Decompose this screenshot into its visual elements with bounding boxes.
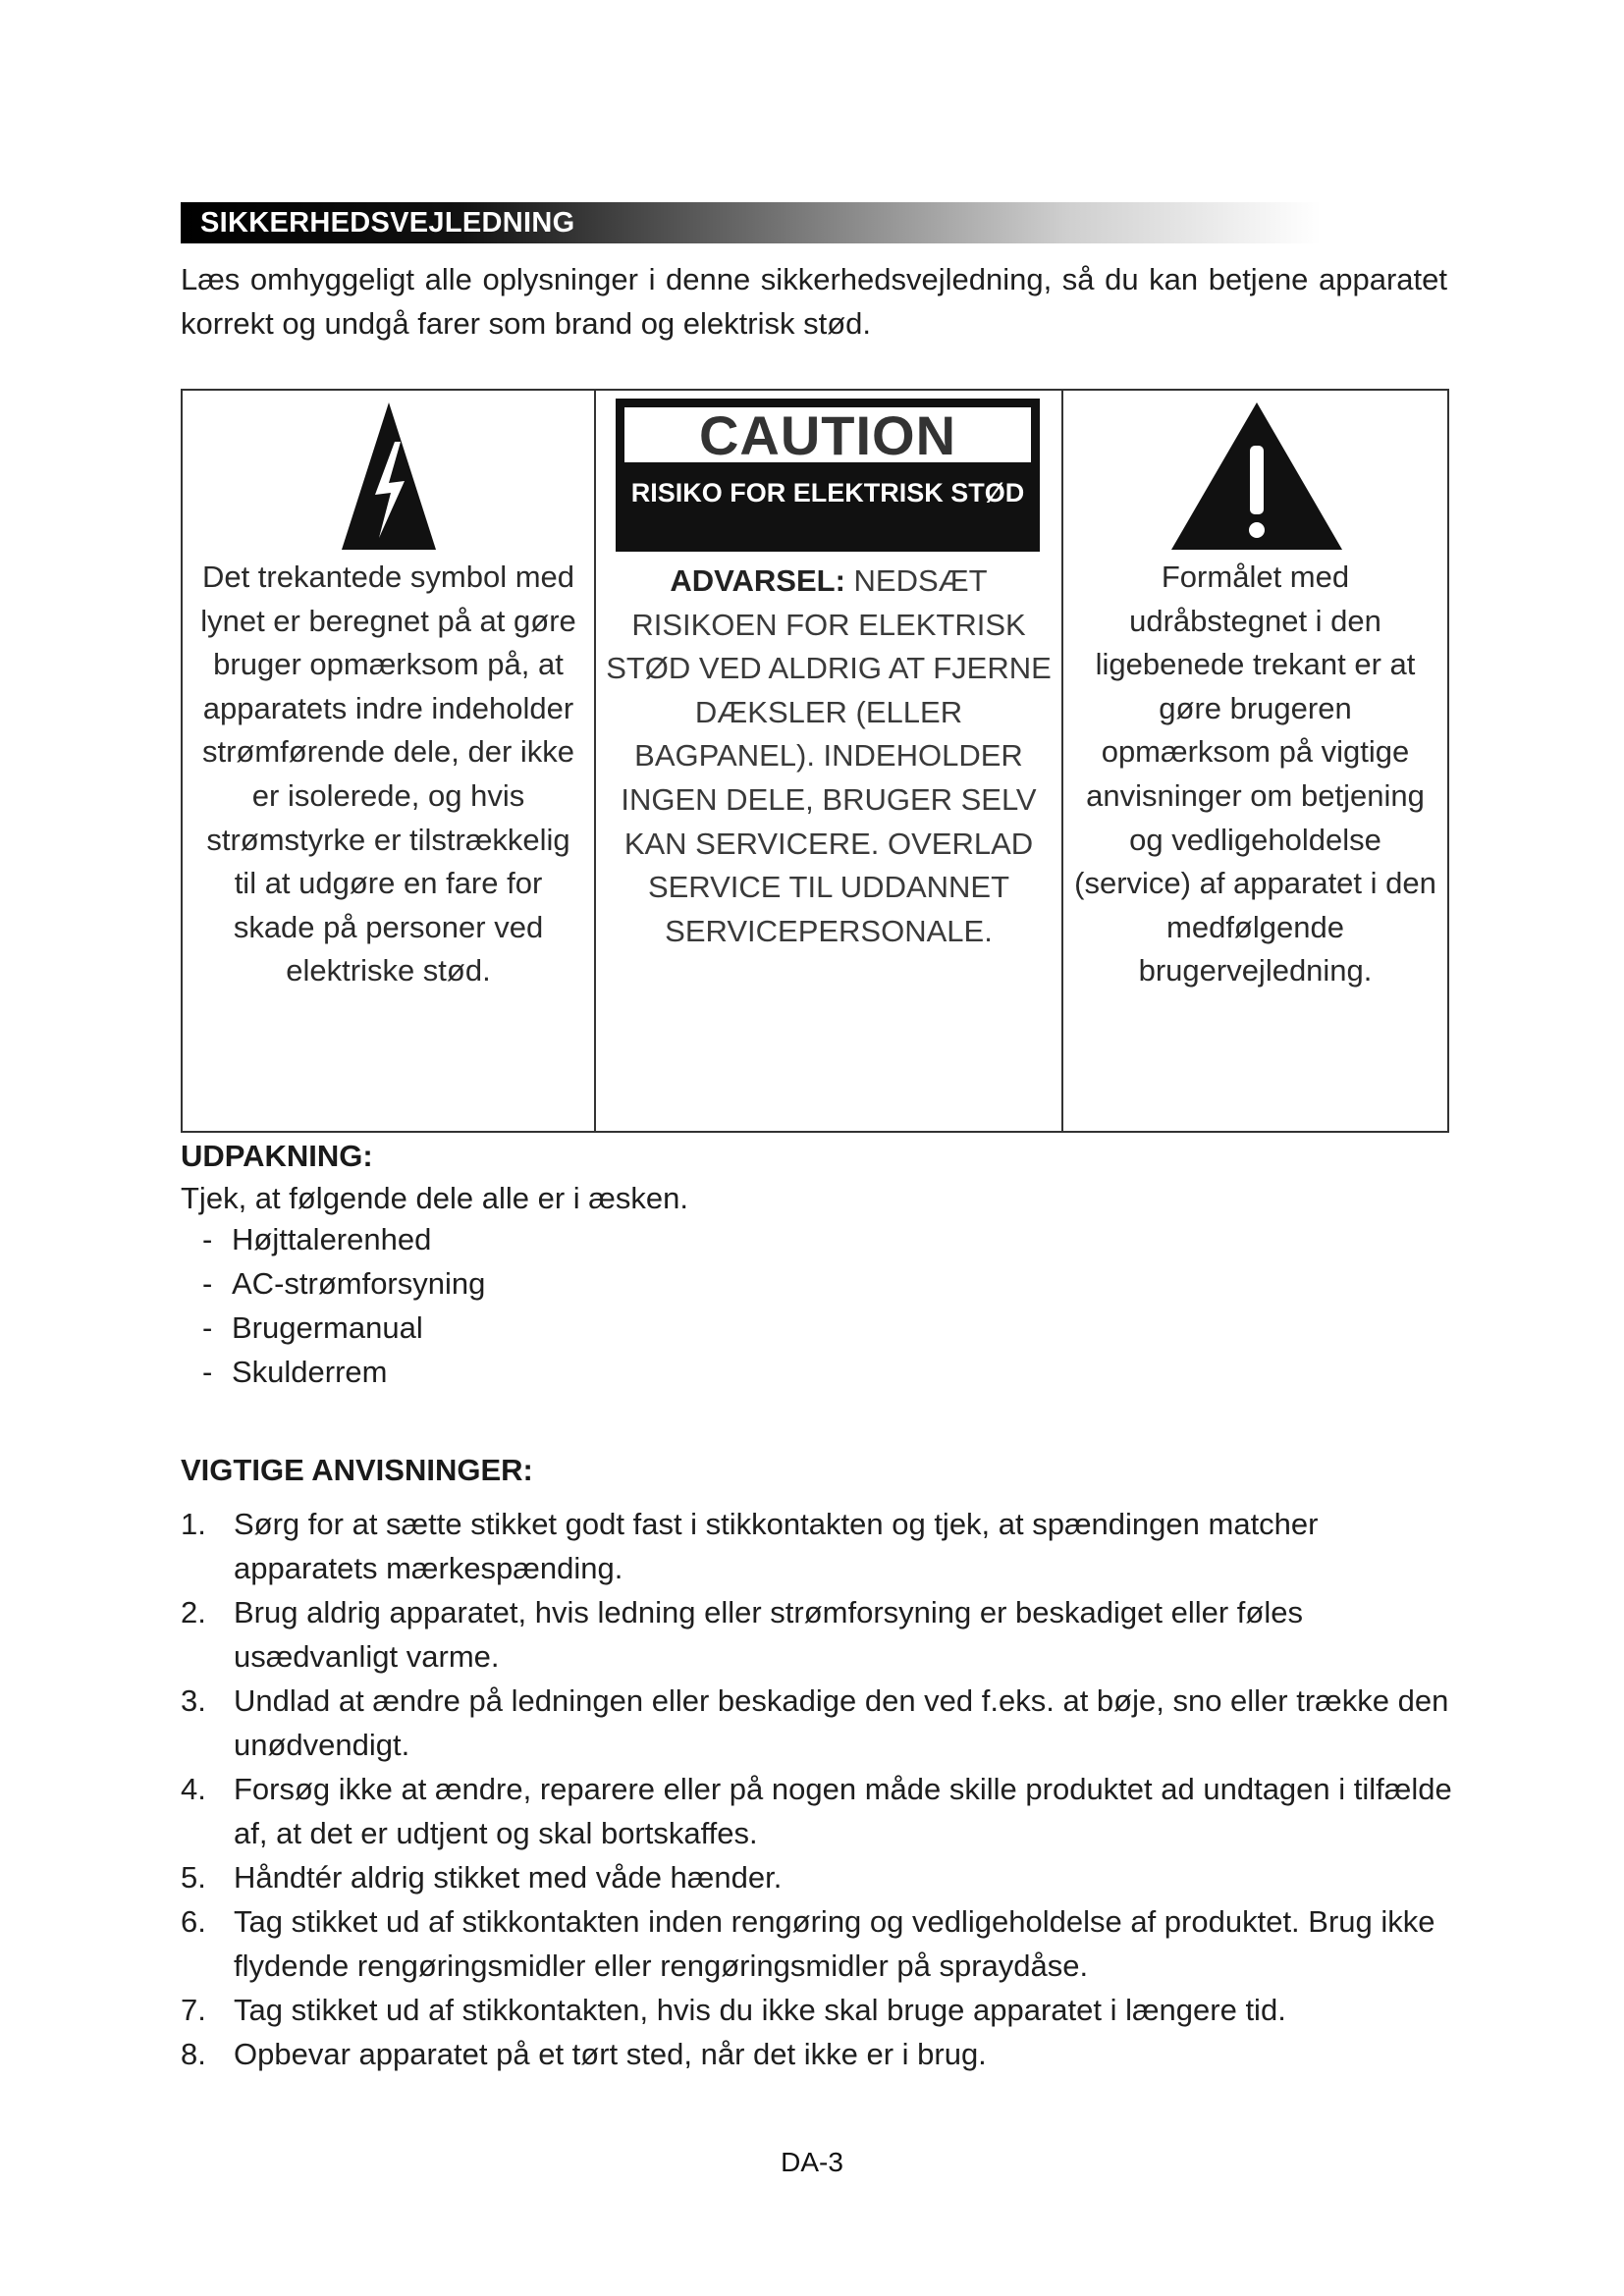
list-item: 1. Sørg for at sætte stikket godt fast i stikkontakten og tjek, at spændingen matcher apparatets mærkespænding. — [181, 1507, 1319, 1585]
unpacking-list — [202, 1217, 485, 1394]
lightning-warning-icon — [340, 399, 438, 554]
advarsel-text — [596, 560, 1061, 953]
list-item: 5. Håndtér aldrig stikket med våde hænder. — [181, 1860, 783, 1895]
caution-title: CAUTION — [622, 404, 1034, 465]
list-item: 8. Opbevar apparatet på et tørt sted, når det ikke er i brug. — [181, 2037, 987, 2071]
caution-column — [596, 391, 1063, 1131]
unpacking-heading: UDPAKNING: — [181, 1139, 373, 1173]
exclamation-description: Formålet med udråbstegnet i den ligebenede trekant er at gøre brugeren opmærksom på vigtige anvisninger om betjening og vedligeholdelse (service) af apparatet i den medfølgende brugervejledning. — [1074, 560, 1436, 988]
advarsel-label: ADVARSEL: — [670, 563, 845, 598]
list-item: - AC-strømforsyning — [202, 1266, 486, 1301]
list-item: - Højttalerenhed — [202, 1222, 432, 1256]
list-item: 3. Undlad at ændre på ledningen eller beskadige den ved f.eks. at bøje, sno eller trække den unødvendigt. — [181, 1683, 1449, 1762]
warning-symbols-table — [181, 389, 1449, 1133]
list-item: 7. Tag stikket ud af stikkontakten, hvis du ikke skal bruge apparatet i længere tid. — [181, 1993, 1286, 2027]
list-item: - Skulderrem — [202, 1355, 388, 1389]
instructions-list — [181, 1502, 1457, 2076]
advarsel-body: NEDSÆT RISIKOEN FOR ELEKTRISK STØD VED ALDRIG AT FJERNE DÆKSLER (ELLER BAGPANEL). INDEHOLDER INGEN DELE, BRUGER SELV KAN SERVICERE. OVERLAD SERVICE TIL UDDANNET SERVICEPERSONALE. — [606, 563, 1052, 948]
caution-label — [616, 399, 1040, 552]
exclamation-warning-icon — [1169, 399, 1344, 554]
exclamation-column — [1063, 391, 1447, 1131]
unpacking-intro: Tjek, at følgende dele alle er i æsken. — [181, 1181, 688, 1215]
page-number: DA-3 — [781, 2147, 843, 2177]
caution-subtitle: RISIKO FOR ELEKTRISK STØD — [630, 478, 1025, 507]
lightning-column — [183, 391, 596, 1131]
list-item: 6. Tag stikket ud af stikkontakten inden rengøring og vedligeholdelse af produktet. Brug ikke flydende rengøringsmidler eller rengøringsmidler på spraydåse. — [181, 1904, 1435, 1983]
list-item: - Brugermanual — [202, 1310, 423, 1345]
lightning-description: Det trekantede symbol med lynet er beregnet på at gøre bruger opmærksom på, at apparatets indre indeholder strømførende dele, der ikke er isolerede, og hvis strømstyrke er tilstrækkelig til at udgøre en fare for skade på personer ved elektriske stød. — [200, 560, 576, 988]
safety-heading: SIKKERHEDSVEJLEDNING — [181, 202, 1447, 243]
safety-intro: Læs omhyggeligt alle oplysninger i denne sikkerhedsvejledning, så du kan betjene apparatet korrekt og undgå farer som brand og elektrisk stød. — [181, 262, 1447, 341]
instructions-heading: VIGTIGE ANVISNINGER: — [181, 1453, 533, 1487]
list-item: 4. Forsøg ikke at ændre, reparere eller på nogen måde skille produktet ad undtagen i tilfælde af, at det er udtjent og skal bortskaffes. — [181, 1772, 1452, 1850]
list-item: 2. Brug aldrig apparatet, hvis ledning eller strømforsyning er beskadiget eller føles usædvanligt varme. — [181, 1595, 1303, 1674]
